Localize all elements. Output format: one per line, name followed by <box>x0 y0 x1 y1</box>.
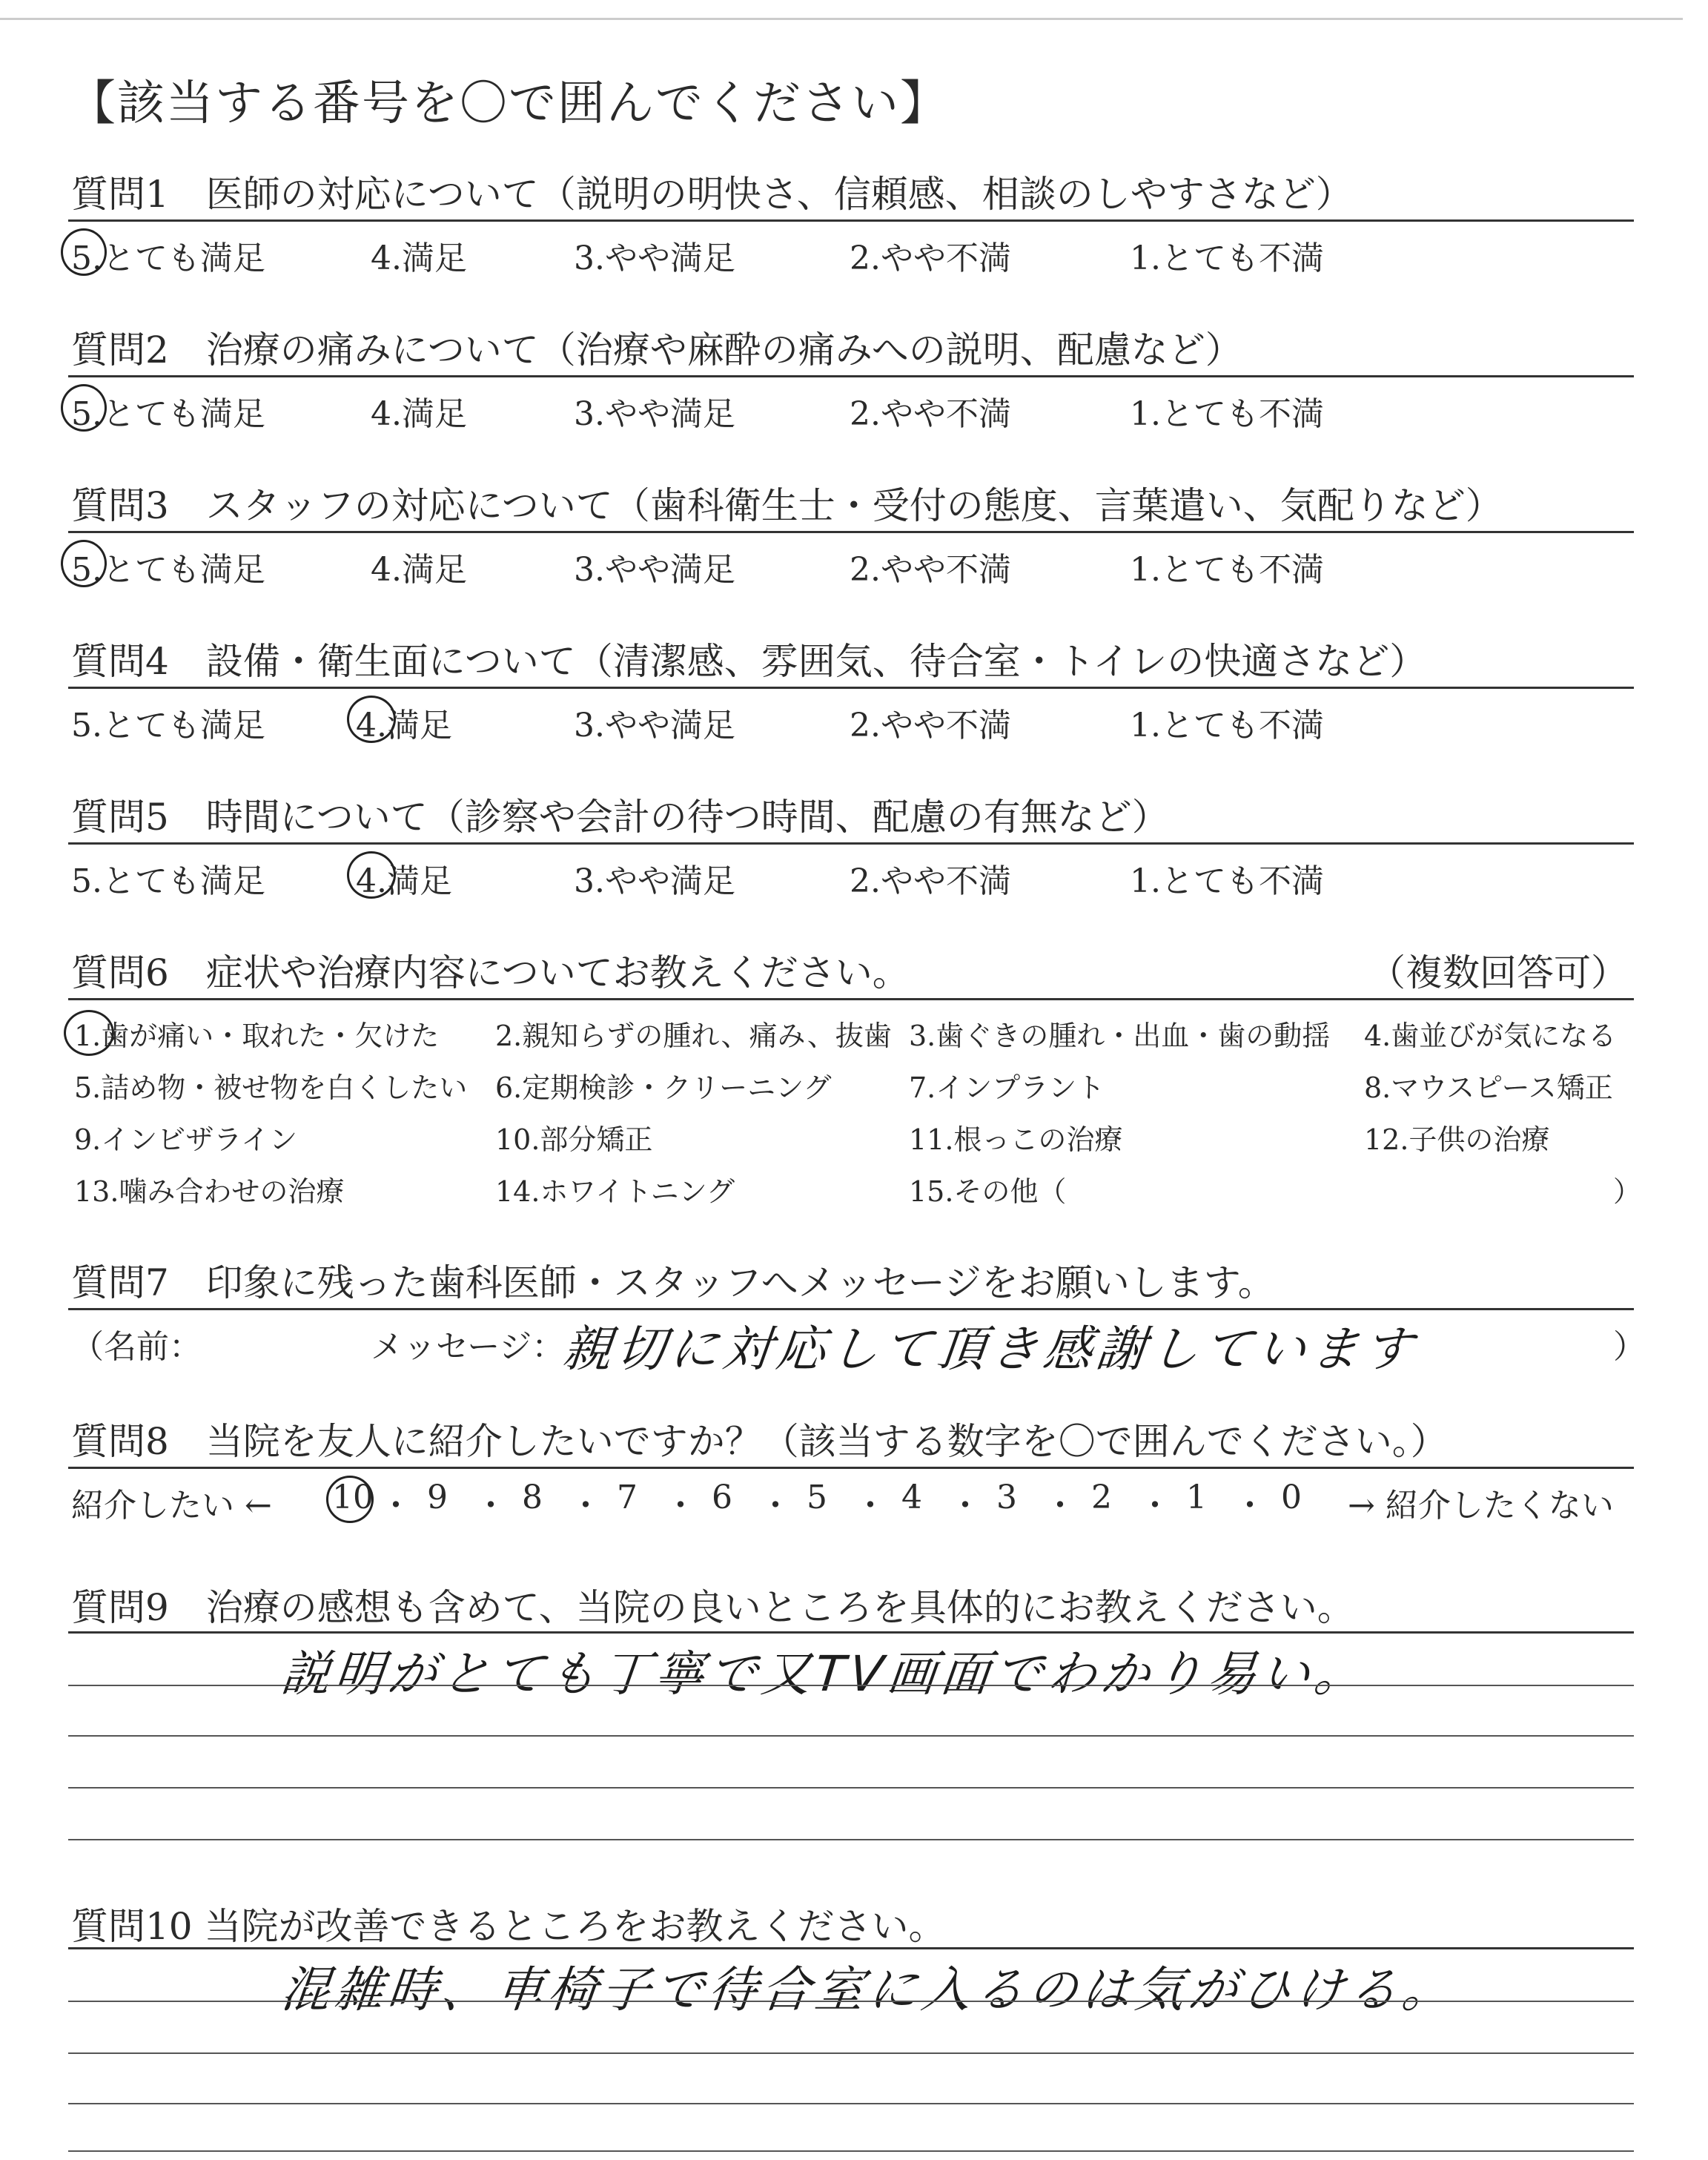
question-1-title: 質問1 医師の対応について（説明の明快さ、信頼感、相談のしやすさなど） <box>71 173 1353 216</box>
q9-writing-line <box>68 1735 1634 1737</box>
q2-option-1[interactable]: 1.とても不満 <box>1130 395 1324 433</box>
q5-option-5[interactable]: 5.とても満足 <box>71 862 265 900</box>
q10-writing-line <box>68 2001 1634 2002</box>
q1-option-2[interactable]: 2.やや不満 <box>850 240 1011 277</box>
question-10-rule <box>68 1947 1634 1949</box>
question-10-title: 質問10 当院が改善できるところをお教えください。 <box>71 1905 946 1948</box>
question-6-note: （複数回答可） <box>1368 951 1628 994</box>
q5-option-2[interactable]: 2.やや不満 <box>850 862 1011 900</box>
q3-selection-circle <box>61 540 107 587</box>
page-title: 【該当する番号を〇で囲んでください】 <box>68 76 949 131</box>
q8-scale-separator: ・ <box>854 1487 887 1525</box>
q10-answer-handwritten[interactable]: 混雑時、車椅子で待合室に入るのは気がひける。 <box>278 1961 1459 2018</box>
q10-writing-line <box>68 2150 1634 2152</box>
q4-option-1[interactable]: 1.とても不満 <box>1130 707 1324 744</box>
q8-scale-3[interactable]: 3 <box>996 1479 1017 1516</box>
q6-item-5[interactable]: 5.詰め物・被せ物を白くしたい <box>74 1071 468 1104</box>
q6-item-3[interactable]: 3.歯ぐきの腫れ・出血・歯の動揺 <box>909 1020 1331 1052</box>
q5-selection-circle <box>347 851 396 899</box>
q8-scale-4[interactable]: 4 <box>901 1479 922 1516</box>
q8-scale-10[interactable]: 10 <box>332 1479 374 1516</box>
q6-item-15-close: ） <box>1613 1175 1642 1208</box>
q3-option-4[interactable]: 4.満足 <box>371 551 467 589</box>
q4-option-5[interactable]: 5.とても満足 <box>71 707 265 744</box>
question-4-rule <box>68 687 1634 689</box>
q5-option-4[interactable]: 4.満足 <box>356 862 452 900</box>
question-5-rule <box>68 842 1634 845</box>
q7-message-handwritten[interactable]: 親切に対応して頂き感謝しています <box>560 1321 1420 1378</box>
question-2-rule <box>68 375 1634 377</box>
q9-writing-line <box>68 1787 1634 1789</box>
q6-item-4[interactable]: 4.歯並びが気になる <box>1364 1020 1617 1052</box>
q4-selection-circle <box>347 696 396 743</box>
q9-writing-line <box>68 1685 1634 1686</box>
q6-item-10[interactable]: 10.部分矯正 <box>495 1123 653 1156</box>
q4-option-3[interactable]: 3.やや満足 <box>574 707 735 744</box>
q8-scale-7[interactable]: 7 <box>617 1479 638 1516</box>
q3-option-1[interactable]: 1.とても不満 <box>1130 551 1324 589</box>
q1-selection-circle <box>61 228 107 276</box>
q8-right-label: → 紹介したくない <box>1348 1487 1614 1525</box>
question-9-rule <box>68 1631 1634 1634</box>
question-7-title: 質問7 印象に残った歯科医師・スタッフへメッセージをお願いします。 <box>71 1261 1275 1304</box>
question-6-title: 質問6 症状や治療内容についてお教えください。 <box>71 951 910 994</box>
q8-scale-5[interactable]: 5 <box>807 1479 827 1516</box>
q10-writing-line <box>68 2052 1634 2054</box>
q8-scale-2[interactable]: 2 <box>1091 1479 1112 1516</box>
q6-item-7[interactable]: 7.インプラント <box>909 1071 1105 1104</box>
q4-option-4[interactable]: 4.満足 <box>356 707 452 744</box>
q8-scale-separator: ・ <box>569 1487 602 1525</box>
q7-close: ） <box>1613 1328 1646 1366</box>
q2-selection-circle <box>61 384 107 432</box>
q6-item-2[interactable]: 2.親知らずの腫れ、痛み、抜歯 <box>495 1020 892 1052</box>
q4-option-2[interactable]: 2.やや不満 <box>850 707 1011 744</box>
q8-scale-separator: ・ <box>759 1487 792 1525</box>
q10-writing-line <box>68 2103 1634 2104</box>
q9-answer-handwritten[interactable]: 説明がとても丁寧で又TV画面でわかり易い。 <box>278 1645 1371 1702</box>
scan-edge <box>0 18 1683 20</box>
q8-scale-separator: ・ <box>1044 1487 1076 1525</box>
question-8-title: 質問8 当院を友人に紹介したいですか？（該当する数字を〇で囲んでください。） <box>71 1420 1448 1463</box>
q6-item-9[interactable]: 9.インビザライン <box>74 1123 298 1156</box>
q2-option-4[interactable]: 4.満足 <box>371 395 467 433</box>
q7-message-label: メッセージ： <box>371 1328 565 1366</box>
q1-option-4[interactable]: 4.満足 <box>371 240 467 277</box>
question-9-title: 質問9 治療の感想も含めて、当院の良いところを具体的にお教えください。 <box>71 1586 1354 1629</box>
q6-item-15[interactable]: 15.その他（ <box>909 1175 1067 1208</box>
q6-item-11[interactable]: 11.根っこの治療 <box>909 1123 1123 1156</box>
q8-scale-separator: ・ <box>380 1487 412 1525</box>
q5-option-1[interactable]: 1.とても不満 <box>1130 862 1324 900</box>
q5-option-3[interactable]: 3.やや満足 <box>574 862 735 900</box>
q2-option-2[interactable]: 2.やや不満 <box>850 395 1011 433</box>
q8-scale-9[interactable]: 9 <box>427 1479 448 1516</box>
q1-option-3[interactable]: 3.やや満足 <box>574 240 735 277</box>
q8-selection-circle <box>326 1476 374 1523</box>
q8-scale-separator: ・ <box>664 1487 697 1525</box>
q8-scale-0[interactable]: 0 <box>1281 1479 1302 1516</box>
q3-option-3[interactable]: 3.やや満足 <box>574 551 735 589</box>
question-8-rule <box>68 1467 1634 1469</box>
question-1-rule <box>68 219 1634 222</box>
q3-option-5[interactable]: 5.とても満足 <box>71 551 265 589</box>
question-4-title: 質問4 設備・衛生面について（清潔感、雰囲気、待合室・トイレの快適さなど） <box>71 640 1427 683</box>
q6-item-1[interactable]: 1.歯が痛い・取れた・欠けた <box>74 1020 440 1052</box>
q2-option-3[interactable]: 3.やや満足 <box>574 395 735 433</box>
q6-selection-circle <box>64 1010 114 1056</box>
question-5-title: 質問5 時間について（診察や会計の待つ時間、配慮の有無など） <box>71 796 1169 839</box>
question-2-title: 質問2 治療の痛みについて（治療や麻酔の痛みへの説明、配慮など） <box>71 328 1242 371</box>
question-6-rule <box>68 998 1634 1000</box>
q6-item-6[interactable]: 6.定期検診・クリーニング <box>495 1071 832 1104</box>
q2-option-5[interactable]: 5.とても満足 <box>71 395 265 433</box>
q1-option-5[interactable]: 5.とても満足 <box>71 240 265 277</box>
q6-item-12[interactable]: 12.子供の治療 <box>1364 1123 1550 1156</box>
q9-writing-line <box>68 1839 1634 1840</box>
q8-scale-1[interactable]: 1 <box>1186 1479 1207 1516</box>
q1-option-1[interactable]: 1.とても不満 <box>1130 240 1324 277</box>
q8-scale-6[interactable]: 6 <box>712 1479 732 1516</box>
question-3-title: 質問3 スタッフの対応について（歯科衛生士・受付の態度、言葉遣い、気配りなど） <box>71 484 1503 527</box>
q8-scale-8[interactable]: 8 <box>522 1479 543 1516</box>
question-3-rule <box>68 531 1634 533</box>
q8-scale-separator: ・ <box>1234 1487 1266 1525</box>
q6-item-8[interactable]: 8.マウスピース矯正 <box>1364 1071 1613 1104</box>
q8-scale-separator: ・ <box>949 1487 982 1525</box>
q6-item-14[interactable]: 14.ホワイトニング <box>495 1175 735 1208</box>
q8-scale-separator: ・ <box>474 1487 507 1525</box>
q8-left-label: 紹介したい ← <box>71 1487 272 1525</box>
q8-scale-separator: ・ <box>1139 1487 1171 1525</box>
q6-item-13[interactable]: 13.噛み合わせの治療 <box>74 1175 345 1208</box>
q3-option-2[interactable]: 2.やや不満 <box>850 551 1011 589</box>
q7-name-label: （名前： <box>71 1328 202 1366</box>
